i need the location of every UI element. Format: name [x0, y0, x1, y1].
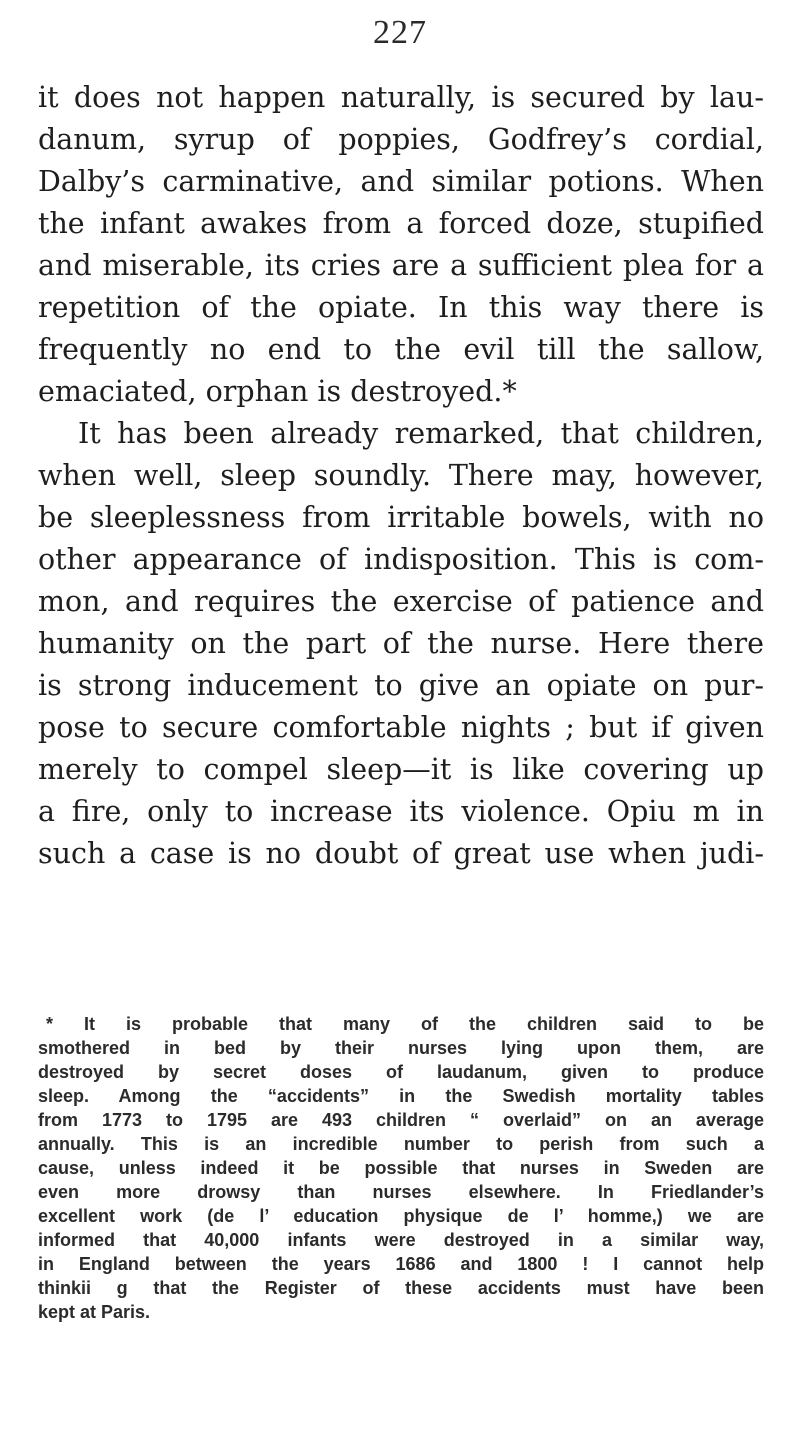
- body-line: mon, and requires the exercise of patience and: [38, 585, 764, 618]
- body-line: a fire, only to increase its violence. Opiu m in: [38, 795, 764, 828]
- footnote-line: in England between the years 1686 and 1800 ! I cannot help: [38, 1254, 764, 1274]
- body-line: and miserable, its cries are a sufficient plea for a: [38, 249, 764, 282]
- footnote-line: thinkii g that the Register of these accidents must have been: [38, 1278, 764, 1298]
- footnote-line: kept at Paris.: [38, 1302, 151, 1322]
- footnote-line: * It is probable that many of the children said to be: [46, 1014, 764, 1034]
- body-line: Dalby’s carminative, and similar potions. When: [38, 165, 764, 198]
- body-line: is strong inducement to give an opiate on pur-: [38, 669, 764, 702]
- body-line: when well, sleep soundly. There may, however,: [38, 459, 764, 492]
- body-line: It has been already remarked, that children,: [78, 417, 764, 450]
- body-line: such a case is no doubt of great use when judi-: [38, 837, 764, 870]
- body-line: it does not happen naturally, is secured by lau-: [38, 81, 764, 114]
- footnote-line: excellent work (de l’ education physique de l’ homme,) we are: [38, 1206, 764, 1226]
- body-line: danum, syrup of poppies, Godfrey’s cordial,: [38, 123, 764, 156]
- body-line: humanity on the part of the nurse. Here there: [38, 627, 764, 660]
- body-line: repetition of the opiate. In this way there is: [38, 291, 764, 324]
- footnote-line: annually. This is an incredible number to perish from such a: [38, 1134, 764, 1154]
- footnote-line: destroyed by secret doses of laudanum, given to produce: [38, 1062, 764, 1082]
- footnote-line: smothered in bed by their nurses lying upon them, are: [38, 1038, 764, 1058]
- body-line: be sleeplessness from irritable bowels, with no: [38, 501, 764, 534]
- footnote-line: sleep. Among the “accidents” in the Swedish mortality tables: [38, 1086, 764, 1106]
- body-line: emaciated, orphan is destroyed.*: [38, 375, 517, 408]
- footnote-line: informed that 40,000 infants were destroyed in a similar way,: [38, 1230, 764, 1250]
- footnote-line: cause, unless indeed it be possible that nurses in Sweden are: [38, 1158, 764, 1178]
- body-line: other appearance of indisposition. This is com-: [38, 543, 764, 576]
- footnote-line: even more drowsy than nurses elsewhere. In Friedlander’s: [38, 1182, 764, 1202]
- body-line: pose to secure comfortable nights ; but if given: [38, 711, 764, 744]
- body-line: merely to compel sleep—it is like covering up: [38, 753, 764, 786]
- page-number: 227: [373, 14, 427, 51]
- body-line: frequently no end to the evil till the sallow,: [38, 333, 764, 366]
- body-line: the infant awakes from a forced doze, stupified: [38, 207, 764, 240]
- footnote-line: from 1773 to 1795 are 493 children “ overlaid” on an average: [38, 1110, 764, 1130]
